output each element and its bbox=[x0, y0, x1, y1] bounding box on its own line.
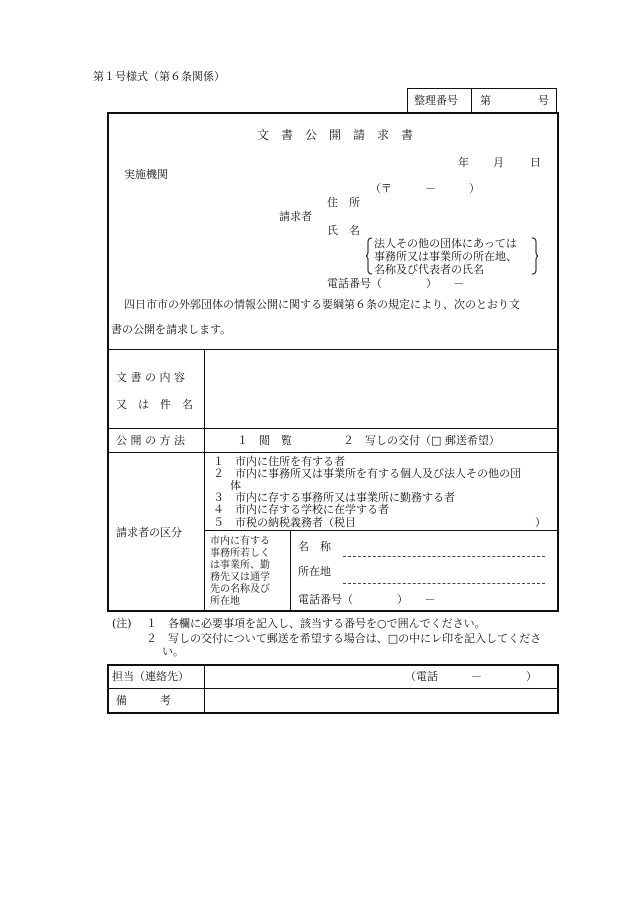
contact-label: 担当（連絡先） bbox=[112, 670, 189, 683]
location-dotted-line bbox=[343, 583, 545, 584]
notes-prefix: (注) bbox=[112, 617, 132, 630]
sub-location-label: 所在地 bbox=[298, 565, 331, 578]
form-number: 第１号様式（第６条関係） bbox=[93, 70, 225, 83]
sub-name-label: 名 称 bbox=[298, 540, 331, 553]
method-label: 公 開 の 方 法 bbox=[116, 434, 185, 447]
registration-suffix: 号 bbox=[538, 94, 549, 107]
date-year: 年 bbox=[458, 156, 469, 169]
address-label: 住 所 bbox=[327, 196, 360, 209]
sub-label-6: 所在地 bbox=[210, 596, 240, 607]
remarks-label: 備 考 bbox=[116, 694, 171, 707]
category-item5: ５ 市税の納税義務者（税目 bbox=[213, 516, 356, 529]
corp-note-line2: 事務所又は事業所の所在地、 bbox=[374, 250, 517, 263]
sub-phone-label: 電話番号（ ） － bbox=[298, 593, 436, 606]
sub-label-5: 先の名称及び bbox=[210, 584, 270, 595]
name-label: 氏 名 bbox=[327, 224, 360, 237]
date-month: 月 bbox=[493, 156, 504, 169]
note-1: １ 各欄に必要事項を記入し、該当する番号を○で囲んでください。 bbox=[146, 617, 486, 630]
category-label: 請求者の区分 bbox=[116, 526, 182, 539]
requester-phone: 電話番号（ ） － bbox=[327, 277, 465, 290]
postal-code: （〒 － ） bbox=[370, 182, 480, 195]
corp-note-line3: 名称及び代表者の氏名 bbox=[374, 263, 484, 276]
content-label-line1: 文 書 の 内 容 bbox=[116, 371, 185, 384]
sub-label-1: 市内に有する bbox=[210, 536, 270, 547]
requester-label: 請求者 bbox=[279, 210, 312, 223]
document-title: 文 書 公 開 請 求 書 bbox=[257, 128, 414, 142]
sub-label-3: は事業所、勤 bbox=[210, 560, 270, 571]
sub-label-4: 務先又は通学 bbox=[210, 572, 270, 583]
category-item3: ３ 市内に存する事務所又は事業所に勤務する者 bbox=[213, 491, 455, 504]
org-label: 実施機関 bbox=[124, 168, 168, 181]
category-item1: １ 市内に住所を有する者 bbox=[213, 455, 345, 468]
category-item2-cont: 体 bbox=[230, 479, 241, 492]
date-day: 日 bbox=[530, 156, 541, 169]
registration-prefix: 第 bbox=[480, 94, 491, 107]
name-dotted-line bbox=[343, 556, 545, 557]
statement-line1: 四日市市の外郭団体の情報公開に関する要綱第６条の規定により、次のとおり文 bbox=[124, 298, 520, 311]
contact-phone: （電話 － ） bbox=[405, 670, 537, 683]
registration-label: 整理番号 bbox=[414, 94, 458, 107]
note-2-line1: ２ 写しの交付について郵送を希望する場合は、□の中にレ印を記入してくださ bbox=[146, 632, 542, 645]
corp-note-line1: 法人その他の団体にあっては bbox=[374, 237, 517, 250]
method-option-copy: ２ 写しの交付（□ 郵送希望） bbox=[343, 434, 500, 447]
method-option-view: １ 閲 覧 bbox=[237, 434, 292, 447]
content-label-line2: 又 は 件 名 bbox=[116, 398, 193, 411]
category-item4: ４ 市内に存する学校に在学する者 bbox=[213, 503, 389, 516]
category-item2: ２ 市内に事務所又は事業所を有する個人及び法人その他の団 bbox=[213, 467, 521, 480]
statement-line2: 書の公開を請求します。 bbox=[111, 323, 232, 336]
note-2-line2: い。 bbox=[162, 645, 184, 658]
category-item5-close: ） bbox=[535, 516, 546, 529]
sub-label-2: 事務所若しく bbox=[210, 548, 270, 559]
